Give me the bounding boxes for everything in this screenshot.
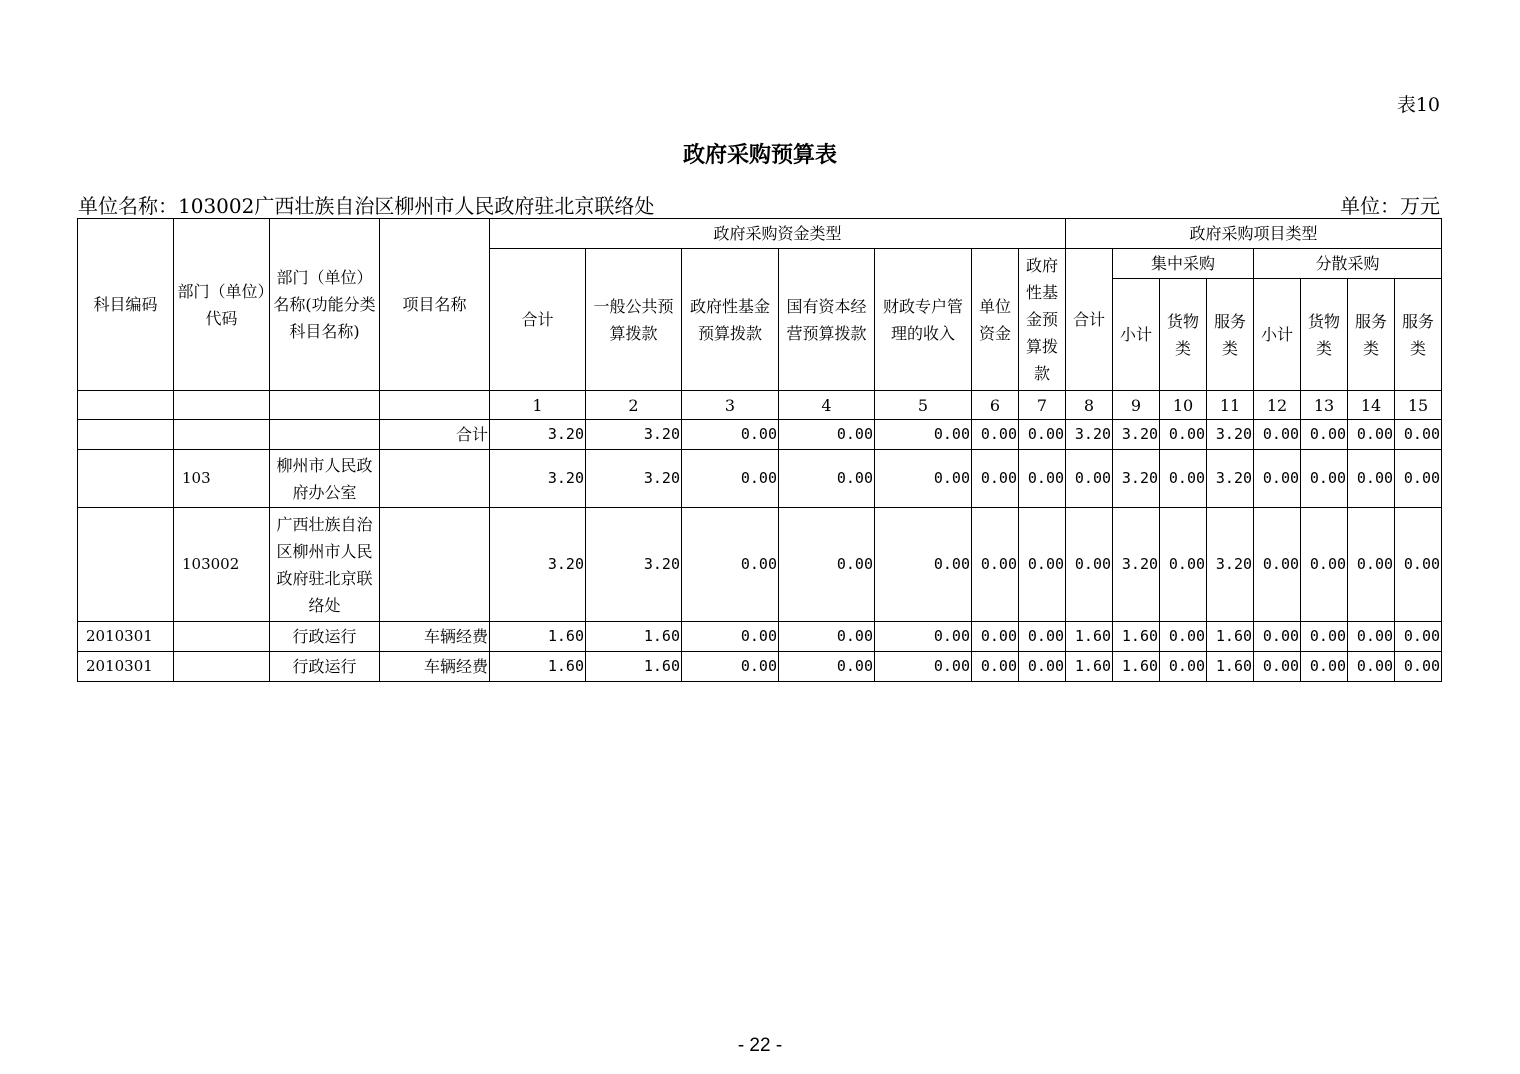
procurement-budget-table [77,218,1442,682]
amount-cell: 3.20 [1207,450,1254,508]
column-number: 13 [1301,391,1348,420]
dept-code-cell [174,622,270,652]
column-number: 10 [1160,391,1207,420]
amount-cell: 0.00 [1019,652,1066,682]
amount-cell: 0.00 [1348,450,1395,508]
amount-cell: 1.60 [490,652,586,682]
header-project-name: 项目名称 [380,219,490,391]
amount-cell: 0.00 [779,622,875,652]
amount-cell: 3.20 [1113,450,1160,508]
header-subtotal: 小计 [1113,279,1160,391]
project-name-cell: 车辆经费 [380,652,490,682]
project-name-cell [380,508,490,622]
amount-cell: 0.00 [779,450,875,508]
amount-cell: 3.20 [586,420,682,450]
dept-name-cell: 柳州市人民政府办公室 [270,450,380,508]
header-goods-2: 货物类 [1301,279,1348,391]
header-subtotal-2: 小计 [1254,279,1301,391]
amount-cell: 0.00 [1019,508,1066,622]
column-number: 9 [1113,391,1160,420]
amount-cell: 0.00 [779,508,875,622]
amount-cell: 0.00 [972,652,1019,682]
header-services: 服务类 [1207,279,1254,391]
page-number: - 22 - [737,1035,783,1056]
column-number: 11 [1207,391,1254,420]
header-general-budget: 一般公共预算拨款 [586,249,682,391]
column-number: 8 [1066,391,1113,420]
table-row [78,622,1442,652]
amount-cell: 0.00 [972,622,1019,652]
amount-cell: 0.00 [1348,652,1395,682]
amount-cell: 0.00 [779,420,875,450]
amount-cell: 1.60 [1207,622,1254,652]
amount-cell: 1.60 [1113,652,1160,682]
subject-code-cell [78,420,174,450]
column-number: 7 [1019,391,1066,420]
table-row [78,652,1442,682]
amount-cell: 0.00 [1301,652,1348,682]
header-gov-fund: 政府性基金预算拨款 [682,249,779,391]
amount-cell: 1.60 [490,622,586,652]
amount-cell: 0.00 [972,450,1019,508]
dept-code-cell [174,652,270,682]
amount-cell: 0.00 [1254,508,1301,622]
subject-code-cell: 2010301 [78,652,174,682]
blank-cell [380,391,490,420]
amount-cell: 0.00 [1348,622,1395,652]
dept-name-cell [270,420,380,450]
amount-cell: 0.00 [875,508,972,622]
header-services-2: 服务类 [1348,279,1395,391]
amount-cell: 0.00 [1348,508,1395,622]
header-total-2: 合计 [1066,249,1113,391]
amount-cell: 0.00 [1160,450,1207,508]
subject-code-cell [78,508,174,622]
amount-cell: 0.00 [1301,450,1348,508]
amount-cell: 1.60 [1113,622,1160,652]
header-gov-fund-budget: 政府性基金预算拨款 [1019,249,1066,391]
amount-cell: 0.00 [875,622,972,652]
project-name-cell: 车辆经费 [380,622,490,652]
amount-cell: 0.00 [1395,622,1442,652]
amount-cell: 3.20 [1207,420,1254,450]
unit-name-label: 单位名称：103002广西壮族自治区柳州市人民政府驻北京联络处 [78,194,655,218]
amount-cell: 3.20 [1113,420,1160,450]
amount-cell: 0.00 [1160,652,1207,682]
amount-cell: 0.00 [1301,420,1348,450]
amount-cell: 0.00 [972,420,1019,450]
amount-cell: 0.00 [682,450,779,508]
column-number: 3 [682,391,779,420]
amount-cell: 0.00 [875,450,972,508]
amount-cell: 0.00 [1254,622,1301,652]
project-name-cell: 合计 [380,420,490,450]
amount-cell: 3.20 [490,420,586,450]
amount-cell: 0.00 [682,508,779,622]
table-row [78,450,1442,508]
header-decentralized: 分散采购 [1254,249,1442,279]
amount-cell: 3.20 [1113,508,1160,622]
table-body [78,420,1442,682]
dept-code-cell: 103002 [174,508,270,622]
amount-cell: 0.00 [1254,652,1301,682]
column-number: 1 [490,391,586,420]
amount-cell: 0.00 [1301,508,1348,622]
amount-cell: 0.00 [1395,508,1442,622]
amount-cell: 0.00 [1160,420,1207,450]
header-total: 合计 [490,249,586,391]
column-number: 12 [1254,391,1301,420]
project-name-cell [380,450,490,508]
amount-cell: 0.00 [972,508,1019,622]
amount-cell: 0.00 [1395,652,1442,682]
header-state-capital: 国有资本经营预算拨款 [779,249,875,391]
header-services-3: 服务类 [1395,279,1442,391]
column-number: 2 [586,391,682,420]
currency-unit-label: 单位：万元 [1340,194,1440,218]
amount-cell: 1.60 [1207,652,1254,682]
header-unit-fund: 单位资金 [972,249,1019,391]
dept-code-cell: 103 [174,450,270,508]
amount-cell: 0.00 [875,652,972,682]
amount-cell: 0.00 [1301,622,1348,652]
amount-cell: 0.00 [1348,420,1395,450]
amount-cell: 0.00 [682,622,779,652]
amount-cell: 0.00 [1066,450,1113,508]
amount-cell: 1.60 [586,622,682,652]
amount-cell: 3.20 [586,450,682,508]
dept-name-cell: 行政运行 [270,652,380,682]
amount-cell: 1.60 [586,652,682,682]
amount-cell: 0.00 [682,652,779,682]
header-project-type: 政府采购项目类型 [1066,219,1442,249]
amount-cell: 0.00 [875,420,972,450]
amount-cell: 0.00 [779,652,875,682]
amount-cell: 0.00 [1254,450,1301,508]
amount-cell: 0.00 [1395,420,1442,450]
dept-name-cell: 广西壮族自治区柳州市人民政府驻北京联络处 [270,508,380,622]
dept-code-cell [174,420,270,450]
amount-cell: 0.00 [1019,420,1066,450]
amount-cell: 0.00 [1019,622,1066,652]
header-subject-code: 科目编码 [78,219,174,391]
header-special-account: 财政专户管理的收入 [875,249,972,391]
amount-cell: 0.00 [1066,508,1113,622]
table-row [78,508,1442,622]
header-dept-code: 部门（单位）代码 [174,219,270,391]
amount-cell: 3.20 [490,450,586,508]
column-number: 14 [1348,391,1395,420]
amount-cell: 0.00 [1160,622,1207,652]
amount-cell: 0.00 [682,420,779,450]
column-number: 15 [1395,391,1442,420]
amount-cell: 1.60 [1066,652,1113,682]
column-number: 6 [972,391,1019,420]
amount-cell: 0.00 [1160,508,1207,622]
subject-code-cell [78,450,174,508]
amount-cell: 3.20 [1207,508,1254,622]
blank-cell [270,391,380,420]
amount-cell: 3.20 [1066,420,1113,450]
dept-name-cell: 行政运行 [270,622,380,652]
column-number: 5 [875,391,972,420]
amount-cell: 0.00 [1019,450,1066,508]
blank-cell [174,391,270,420]
subject-code-cell: 2010301 [78,622,174,652]
column-number: 4 [779,391,875,420]
table-row [78,420,1442,450]
column-number-row [78,391,1442,420]
header-centralized: 集中采购 [1113,249,1254,279]
amount-cell: 0.00 [1395,450,1442,508]
header-dept-name: 部门（单位）名称(功能分类科目名称) [270,219,380,391]
amount-cell: 3.20 [490,508,586,622]
page-title: 政府采购预算表 [682,142,837,168]
header-fund-type: 政府采购资金类型 [490,219,1066,249]
header-goods: 货物类 [1160,279,1207,391]
table-number: 表10 [1396,94,1440,116]
blank-cell [78,391,174,420]
amount-cell: 0.00 [1254,420,1301,450]
amount-cell: 3.20 [586,508,682,622]
amount-cell: 1.60 [1066,622,1113,652]
